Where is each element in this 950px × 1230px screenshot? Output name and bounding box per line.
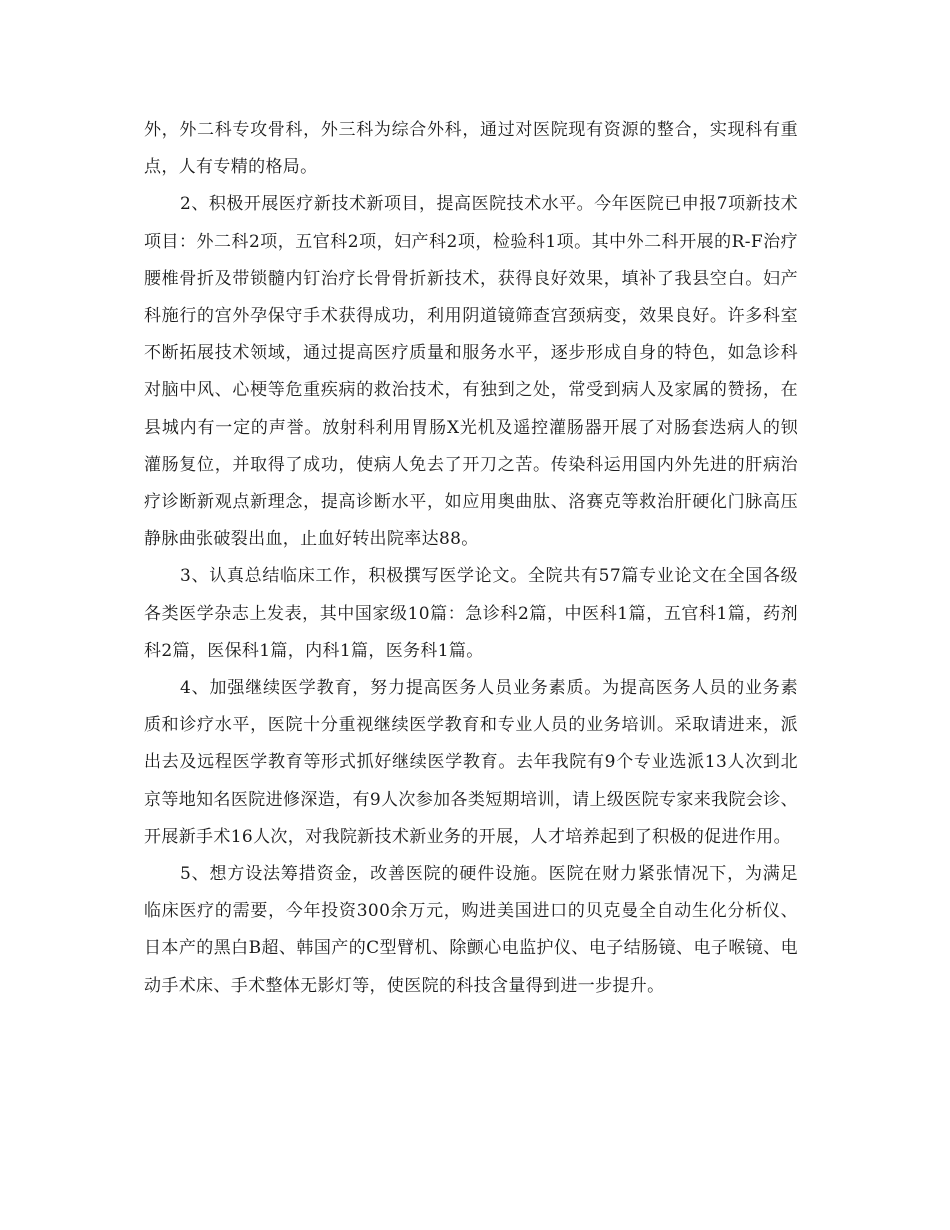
paragraph-hardware-facilities: 5、想方设法筹措资金，改善医院的硬件设施。医院在财力紧张情况下，为满足临床医疗的需要，今年投资300余万元，购进美国进口的贝克曼全自动生化分析仪、日本产的黑白B超、韩国产的C型臂机、除颤心电监护仪、电子结肠镜、电子喉镜、电动手术床、手术整体无影灯等，使医院的科技含量得到进一步提升。 bbox=[144, 864, 798, 996]
paragraph-new-technology: 2、积极开展医疗新技术新项目，提高医院技术水平。今年医院已申报7项新技术项目：外二科2项，五官科2项，妇产科2项，检验科1项。其中外二科开展的R-F治疗腰椎骨折及带锁髓内钉治疗长骨骨折新技术，获得良好效果，填补了我县空白。妇产科施行的宫外孕保守手术获得成功，利用阴道镜筛查宫颈病变，效果良好。许多科室不断拓展技术领域，通过提高医疗质量和服务水平，逐步形成自身的特色，如急诊科对脑中风、心梗等危重疾病的救治技术，有独到之处，常受到病人及家属的赞扬，在县城内有一定的声誉。放射科利用胃肠X光机及遥控灌肠器开展了对肠套迭病人的钡灌肠复位，并取得了成功，使病人免去了开刀之苦。传染科运用国内外先进的肝病治疗诊断新观点新理念，提高诊断水平，如应用奥曲肽、洛赛克等救治肝硬化门脉高压静脉曲张破裂出血，止血好转出院率达88。 bbox=[144, 194, 798, 550]
paragraph-medical-papers: 3、认真总结临床工作，积极撰写医学论文。全院共有57篇专业论文在全国各级各类医学杂志上发表，其中国家级10篇：急诊科2篇，中医科1篇，五官科1篇，药剂科2篇，医保科1篇，内科1篇，医务科1篇。 bbox=[144, 566, 798, 661]
paragraph-continuing-education: 4、加强继续医学教育，努力提高医务人员业务素质。为提高医务人员的业务素质和诊疗水平，医院十分重视继续医学教育和专业人员的业务培训。采取请进来，派出去及远程医学教育等形式抓好继续医学教育。去年我院有9个专业选派13人次到北京等地知名医院进修深造，有9人次参加各类短期培训，请上级医院专家来我院会诊、开展新手术16人次，对我院新技术新业务的开展，人才培养起到了积极的促进作用。 bbox=[144, 678, 798, 847]
document-body bbox=[144, 112, 798, 1005]
paragraph-continuation: 外，外二科专攻骨科，外三科为综合外科，通过对医院现有资源的整合，实现科有重点，人有专精的格局。 bbox=[144, 120, 798, 178]
